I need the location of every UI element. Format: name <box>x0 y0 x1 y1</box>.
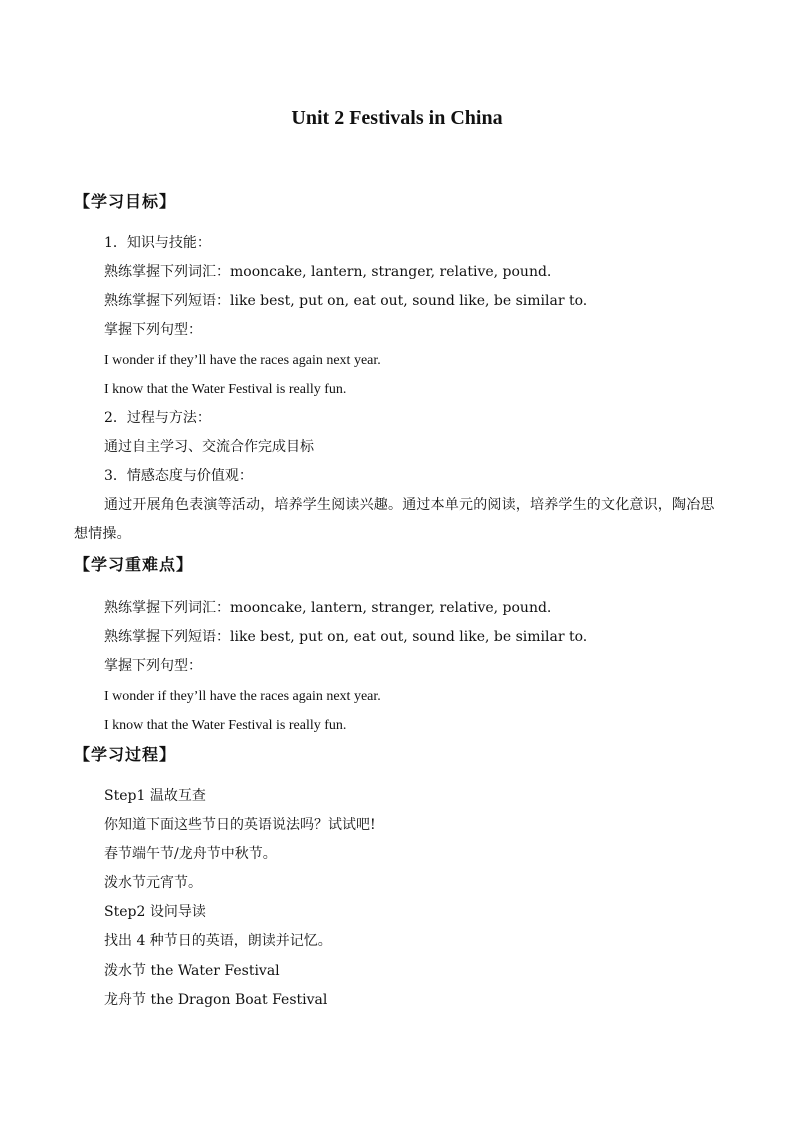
section-heading-objectives: 【学习目标】 <box>74 192 177 211</box>
patterns-label: 掌握下列句型： <box>104 658 202 674</box>
dragon-boat-festival-line: 龙舟节 the Dragon Boat Festival <box>104 992 328 1008</box>
item-attitudes-label: 3．情感态度与价值观： <box>104 468 253 484</box>
document-title: Unit 2 Festivals in China <box>291 107 503 129</box>
item-process-methods-label: 2．过程与方法： <box>104 410 211 426</box>
step1-label: Step1 温故互查 <box>104 788 206 804</box>
section-heading-key-points: 【学习重难点】 <box>74 555 194 574</box>
phrases-line: 熟练掌握下列短语：like best, put on, eat out, sound like, be similar to. <box>104 629 588 645</box>
water-festival-line: 泼水节 the Water Festival <box>104 963 280 979</box>
item-attitudes-text: 通过开展角色表演等活动，培养学生阅读兴趣。通过本单元的阅读，培养学生的文化意识，陶冶思想情操。 <box>74 497 715 542</box>
section-heading-process: 【学习过程】 <box>74 745 177 764</box>
phrases-line: 熟练掌握下列短语：like best, put on, eat out, sound like, be similar to. <box>104 293 588 309</box>
vocab-line: 熟练掌握下列词汇：mooncake, lantern, stranger, relative, pound. <box>104 600 552 616</box>
sentence-2: I know that the Water Festival is really fun. <box>104 382 347 397</box>
question-line: 你知道下面这些节日的英语说法吗？试试吧! <box>104 817 376 833</box>
festivals-line-1: 春节端午节/龙舟节中秋节。 <box>104 846 277 862</box>
item-process-methods-text: 通过自主学习、交流合作完成目标 <box>104 439 314 455</box>
task-line: 找出 4 种节日的英语，朗读并记忆。 <box>104 933 332 949</box>
sentence-1: I wonder if they’ll have the races again next year. <box>104 689 381 704</box>
festivals-line-2: 泼水节元宵节。 <box>104 875 202 891</box>
step2-label: Step2 设问导读 <box>104 904 206 920</box>
patterns-label: 掌握下列句型： <box>104 322 202 338</box>
vocab-line: 熟练掌握下列词汇：mooncake, lantern, stranger, relative, pound. <box>104 264 552 280</box>
item-knowledge-skills-label: 1．知识与技能： <box>104 235 211 251</box>
sentence-1: I wonder if they’ll have the races again next year. <box>104 353 381 368</box>
sentence-2: I know that the Water Festival is really fun. <box>104 718 347 733</box>
